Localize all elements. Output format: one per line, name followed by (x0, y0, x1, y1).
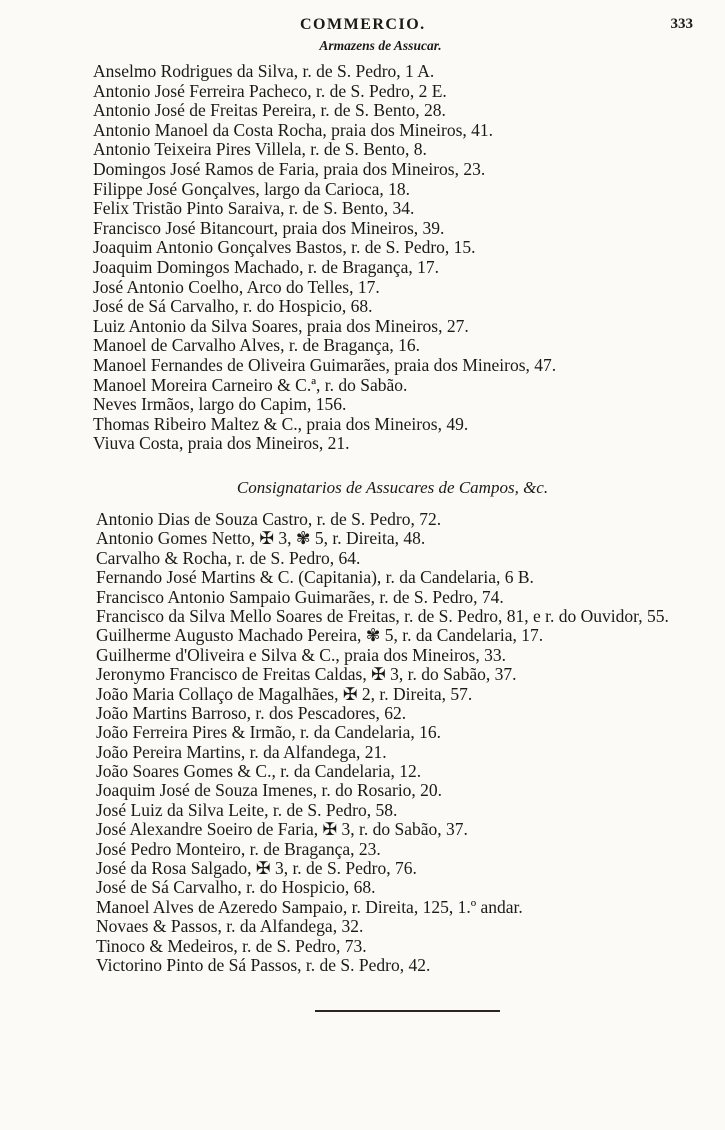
list-item: Antonio Manoel da Costa Rocha, praia dos Mineiros, 41. (93, 119, 494, 140)
list-item: Manoel Alves de Azeredo Sampaio, r. Direita, 125, 1.º andar. (96, 896, 523, 917)
list-item: Antonio José Ferreira Pacheco, r. de S. Pedro, 2 E. (93, 80, 447, 101)
list-item: Joaquim Antonio Gonçalves Bastos, r. de S. Pedro, 15. (93, 237, 476, 258)
list-item: José de Sá Carvalho, r. do Hospicio, 68. (96, 877, 376, 898)
list-item: Joaquim Domingos Machado, r. de Bragança, 17. (93, 256, 440, 277)
list-item: Domingos José Ramos de Faria, praia dos Mineiros, 23. (93, 158, 486, 179)
list-item: Filippe José Gonçalves, largo da Carioca, 18. (93, 178, 411, 199)
list-item: João Ferreira Pires & Irmão, r. da Candelaria, 16. (96, 722, 442, 743)
list-item: Victorino Pinto de Sá Passos, r. de S. Pedro, 42. (96, 955, 431, 975)
list-item: Manoel Fernandes de Oliveira Guimarães, praia dos Mineiros, 47. (93, 354, 557, 375)
list-item: Francisco Antonio Sampaio Guimarães, r. de S. Pedro, 74. (96, 586, 504, 607)
subheading-consignatarios (30, 478, 725, 498)
list-item: Viuva Costa, praia dos Mineiros, 21. (93, 433, 350, 454)
list-item: José de Sá Carvalho, r. do Hospicio, 68. (93, 296, 373, 317)
list-item: Felix Tristão Pinto Saraiva, r. de S. Bento, 34. (93, 198, 415, 219)
list-item: José Antonio Coelho, Arco do Telles, 17. (93, 276, 380, 297)
running-head (0, 12, 725, 36)
list-item: João Martins Barroso, r. dos Pescadores, 62. (96, 702, 407, 723)
list-armazens (93, 62, 693, 454)
list-item: José Alexandre Soeiro de Faria, ✠ 3, r. do Sabão, 37. (96, 819, 468, 840)
list-item: Guilherme Augusto Machado Pereira, ✾ 5, r. da Candelaria, 17. (96, 625, 544, 646)
list-item: João Pereira Martins, r. da Alfandega, 21. (96, 741, 387, 762)
list-item: Antonio Teixeira Pires Villela, r. de S. Bento, 8. (93, 139, 427, 160)
list-consignatarios (96, 510, 696, 975)
list-item: Francisco da Silva Mello Soares de Freitas, r. de S. Pedro, 81, e r. do Ouvidor, 55. (96, 605, 669, 626)
list-item: Neves Irmãos, largo do Capim, 156. (93, 394, 347, 415)
list-item: Manoel de Carvalho Alves, r. de Bragança, 16. (93, 335, 421, 356)
list-item: Antonio José de Freitas Pereira, r. de S. Bento, 28. (93, 100, 446, 121)
list-item: Joaquim José de Souza Imenes, r. do Rosario, 20. (96, 780, 443, 801)
subheading-consignatarios-text: Consignatarios de Assucares de Campos, &c. (236, 478, 549, 497)
subheading-armazens: Armazens de Assucar. (319, 38, 442, 53)
list-item: Jeronymo Francisco de Freitas Caldas, ✠ 3, r. do Sabão, 37. (96, 664, 517, 685)
list-item: João Soares Gomes & C., r. da Candelaria, 12. (96, 761, 422, 782)
list-item: Anselmo Rodrigues da Silva, r. de S. Pedro, 1 A. (93, 61, 435, 81)
closing-rule (315, 1010, 500, 1012)
list-item: José Luiz da Silva Leite, r. de S. Pedro, 58. (96, 799, 398, 820)
list-item: Tinoco & Medeiros, r. de S. Pedro, 73. (96, 935, 367, 956)
list-item: Guilherme d'Oliveira e Silva & C., praia dos Mineiros, 33. (96, 644, 506, 665)
list-item: Antonio Dias de Souza Castro, r. de S. Pedro, 72. (96, 509, 442, 529)
page-number: 333 (670, 16, 693, 32)
list-item: João Maria Collaço de Magalhães, ✠ 2, r. Direita, 57. (96, 683, 473, 704)
list-item: Carvalho & Rocha, r. de S. Pedro, 64. (96, 547, 361, 568)
list-item: Antonio Gomes Netto, ✠ 3, ✾ 5, r. Direita, 48. (96, 528, 426, 549)
section-title: COMMERCIO. (300, 16, 426, 33)
list-item: Fernando José Martins & C. (Capitania), r. da Candelaria, 6 B. (96, 567, 534, 588)
list-item: Luiz Antonio da Silva Soares, praia dos Mineiros, 27. (93, 315, 469, 336)
list-item: Manoel Moreira Carneiro & C.ª, r. do Sabão. (93, 374, 408, 395)
list-item: Thomas Ribeiro Maltez & C., praia dos Mineiros, 49. (93, 413, 469, 434)
list-item: José da Rosa Salgado, ✠ 3, r. de S. Pedro, 76. (96, 858, 417, 879)
list-item: Novaes & Passos, r. da Alfandega, 32. (96, 916, 364, 937)
list-item: Francisco José Bitancourt, praia dos Mineiros, 39. (93, 217, 445, 238)
list-item: José Pedro Monteiro, r. de Bragança, 23. (96, 838, 381, 859)
